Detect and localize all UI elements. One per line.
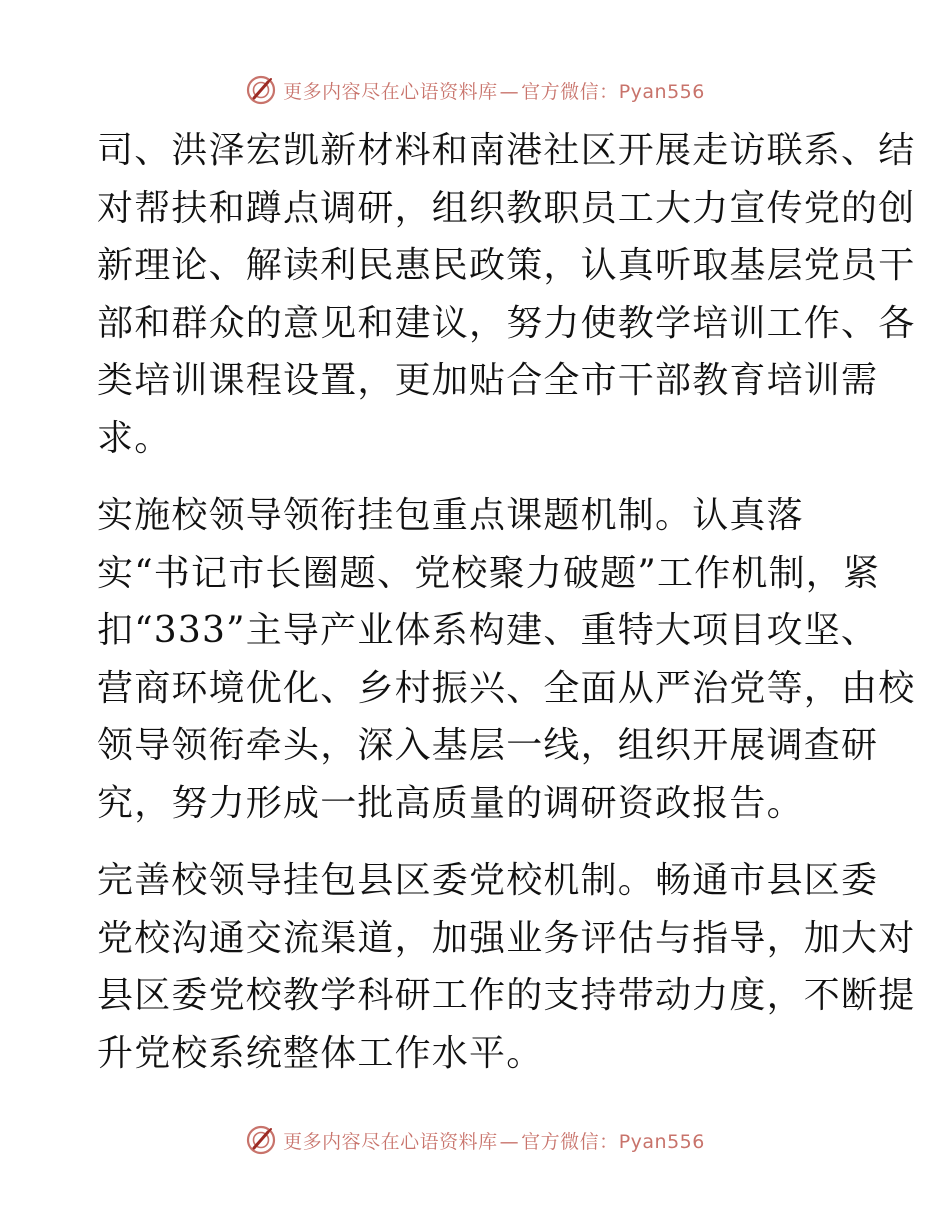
paragraph-2	[97, 487, 916, 832]
paragraph-1	[97, 122, 916, 467]
text-line: 司、洪泽宏凯新材料和南港社区开展走访联系、结	[97, 130, 916, 171]
text-line: 求。	[97, 417, 172, 459]
text-line: 部和群众的意见和建议，努力使教学培训工作、各	[97, 302, 916, 344]
text-line: 实“书记市长圈题、党校聚力破题”工作机制，紧	[97, 552, 881, 594]
text-line: 领导领衔牵头，深入基层一线，组织开展调查研	[97, 725, 879, 766]
watermark-wechat-label: 官方微信：	[521, 80, 619, 103]
watermark-text	[283, 1127, 705, 1154]
text-line: 对帮扶和蹲点调研，组织教职员工大力宣传党的创	[97, 187, 916, 229]
brand-logo-icon	[245, 74, 277, 106]
watermark-dash: —	[499, 1130, 520, 1153]
text-line: 究，努力形成一批高质量的调研资政报告。	[97, 782, 804, 824]
text-line: 类培训课程设置，更加贴合全市干部教育培训需	[97, 360, 879, 401]
text-line: 县区委党校教学科研工作的支持带动力度，不断提	[97, 975, 916, 1016]
brand-logo-icon	[245, 1124, 277, 1156]
text-line: 完善校领导挂包县区委党校机制。畅通市县区委	[97, 860, 879, 901]
text-line: 升党校系统整体工作水平。	[97, 1032, 544, 1074]
watermark-wechat-label: 官方微信：	[521, 1130, 619, 1153]
watermark-text	[283, 77, 705, 104]
document-body	[97, 122, 916, 1082]
footer-watermark	[0, 1120, 950, 1160]
watermark-site-name: 更多内容尽在心语资料库	[283, 1130, 498, 1153]
watermark-wechat-id: Pyan556	[618, 1130, 705, 1153]
text-line: 营商环境优化、乡村振兴、全面从严治党等，由校	[97, 667, 916, 709]
text-line: 扣“333”主导产业体系构建、重特大项目攻坚、	[97, 610, 879, 651]
text-line: 新理论、解读利民惠民政策，认真听取基层党员干	[97, 245, 916, 286]
text-line: 党校沟通交流渠道，加强业务评估与指导，加大对	[97, 917, 916, 959]
header-watermark	[0, 70, 950, 110]
watermark-site-name: 更多内容尽在心语资料库	[283, 80, 498, 103]
paragraph-3	[97, 852, 916, 1082]
watermark-dash: —	[499, 80, 520, 103]
watermark-wechat-id: Pyan556	[618, 80, 705, 103]
text-line: 实施校领导领衔挂包重点课题机制。认真落	[97, 495, 804, 536]
